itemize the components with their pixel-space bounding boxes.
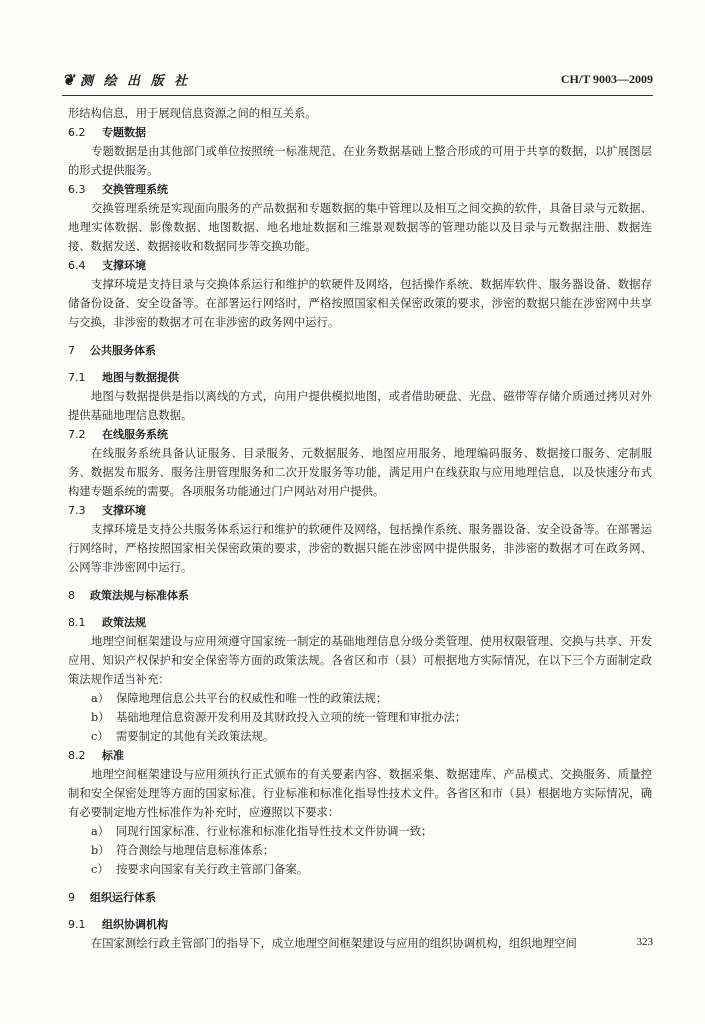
- heading-6-4: 6.4 支撑环境: [68, 259, 146, 272]
- heading-6-3: 6.3 交换管理系统: [68, 183, 168, 196]
- list-item-8-1-a: a） 保障地理信息公共平台的权威性和唯一性的政策法规；: [91, 692, 388, 705]
- heading-8-1: 8.1 政策法规: [68, 616, 146, 629]
- publisher-name: 测 绘 出 版 社: [80, 74, 191, 89]
- paragraph-7-2: 在线服务系统具备认证服务、目录服务、元数据服务、地图应用服务、地理编码服务、数据接口服务、定制服务、数据发布服务、服务注册管理服务和二次开发服务等功能，满足用户在线获取与应用地理信息，以及快速分布式构建专题系统的需要。各项服务功能通过门户网站对用户提供。: [68, 447, 652, 498]
- list-item-8-2-b: b） 符合测绘与地理信息标准体系；: [91, 844, 275, 857]
- heading-7-1: 7.1 地图与数据提供: [68, 371, 179, 384]
- publisher-logo: [62, 70, 190, 89]
- list-item-8-1-b: b） 基础地理信息资源开发利用及其财政投入立项的统一管理和审批办法；: [91, 711, 467, 724]
- heading-9-1: 9.1 组织协调机构: [68, 918, 168, 931]
- header-rule: [62, 95, 653, 96]
- list-item-8-2-c: c） 按要求向国家有关行政主管部门备案。: [91, 863, 309, 876]
- standard-code: CH/T 9003—2009: [560, 72, 653, 86]
- heading-6-2: 6.2 专题数据: [68, 126, 146, 139]
- heading-8-2: 8.2 标准: [68, 749, 124, 762]
- paragraph-6-3: 交换管理系统是实现面向服务的产品数据和专题数据的集中管理以及相互之间交换的软件，具备目录与元数据、地理实体数据、影像数据、地图数据、地名地址数据和三维景观数据等的管理功能以及目录与元数据注册、数据连接、数据发送、数据接收和数据同步等交换功能。: [68, 202, 652, 253]
- paragraph-9-1: 在国家测绘行政主管部门的指导下，成立地理空间框架建设与应用的组织协调机构，组织地理空间: [91, 937, 577, 950]
- list-item-8-1-c: c） 需要制定的其他有关政策法规。: [91, 730, 275, 743]
- document-body: [68, 104, 652, 953]
- paragraph-7-1: 地图与数据提供是指以离线的方式，向用户提供模拟地图，或者借助硬盘、光盘、磁带等存储介质通过拷贝对外提供基础地理信息数据。: [68, 390, 652, 422]
- paragraph-8-2: 地理空间框架建设与应用须执行正式颁布的有关要素内容、数据采集、数据建库、产品模式、交换服务、质量控制和安全保密处理等方面的国家标准、行业标准和标准化指导性技术文件。各省区和市（县）根据地方实际情况，确有必要制定地方性标准作为补充时，应遵照以下要求：: [68, 768, 652, 819]
- heading-7: 7 公共服务体系: [68, 344, 156, 357]
- publisher-mark-icon: ❦: [62, 71, 78, 89]
- paragraph-7-3: 支撑环境是支持公共服务体系运行和维护的软硬件及网络，包括操作系统、服务器设备、安全设备等。在部署运行网络时，严格按照国家相关保密政策的要求，涉密的数据只能在涉密网中提供服务，非涉密的数据才可在政务网、公网等非涉密网中运行。: [68, 523, 652, 574]
- paragraph-6-4: 支撑环境是支持目录与交换体系运行和维护的软硬件及网络，包括操作系统、数据库软件、服务器设备、数据存储备份设备、安全设备等。在部署运行网络时，严格按照国家相关保密政策的要求，涉密的数据只能在涉密网中共享与交换，非涉密的数据才可在非涉密的政务网中运行。: [68, 278, 652, 329]
- heading-8: 8 政策法规与标准体系: [68, 589, 189, 602]
- heading-7-2: 7.2 在线服务系统: [68, 428, 168, 441]
- page-header: [62, 70, 653, 92]
- heading-9: 9 组织运行体系: [68, 891, 156, 904]
- paragraph-8-1: 地理空间框架建设与应用须遵守国家统一制定的基础地理信息分级分类管理、使用权限管理、交换与共享、开发应用、知识产权保护和安全保密等方面的政策法规。各省区和市（县）可根据地方实际情况，在以下三个方面制定政策法规作适当补充：: [68, 635, 652, 686]
- page-number: 323: [636, 936, 653, 948]
- paragraph-continuation: 形结构信息，用于展现信息资源之间的相互关系。: [68, 107, 317, 120]
- paragraph-6-2: 专题数据是由其他部门或单位按照统一标准规范、在业务数据基础上整合形成的可用于共享的数据，以扩展图层的形式提供服务。: [68, 145, 652, 177]
- heading-7-3: 7.3 支撑环境: [68, 504, 146, 517]
- list-item-8-2-a: a） 同现行国家标准、行业标准和标准化指导性技术文件协调一致；: [91, 825, 433, 838]
